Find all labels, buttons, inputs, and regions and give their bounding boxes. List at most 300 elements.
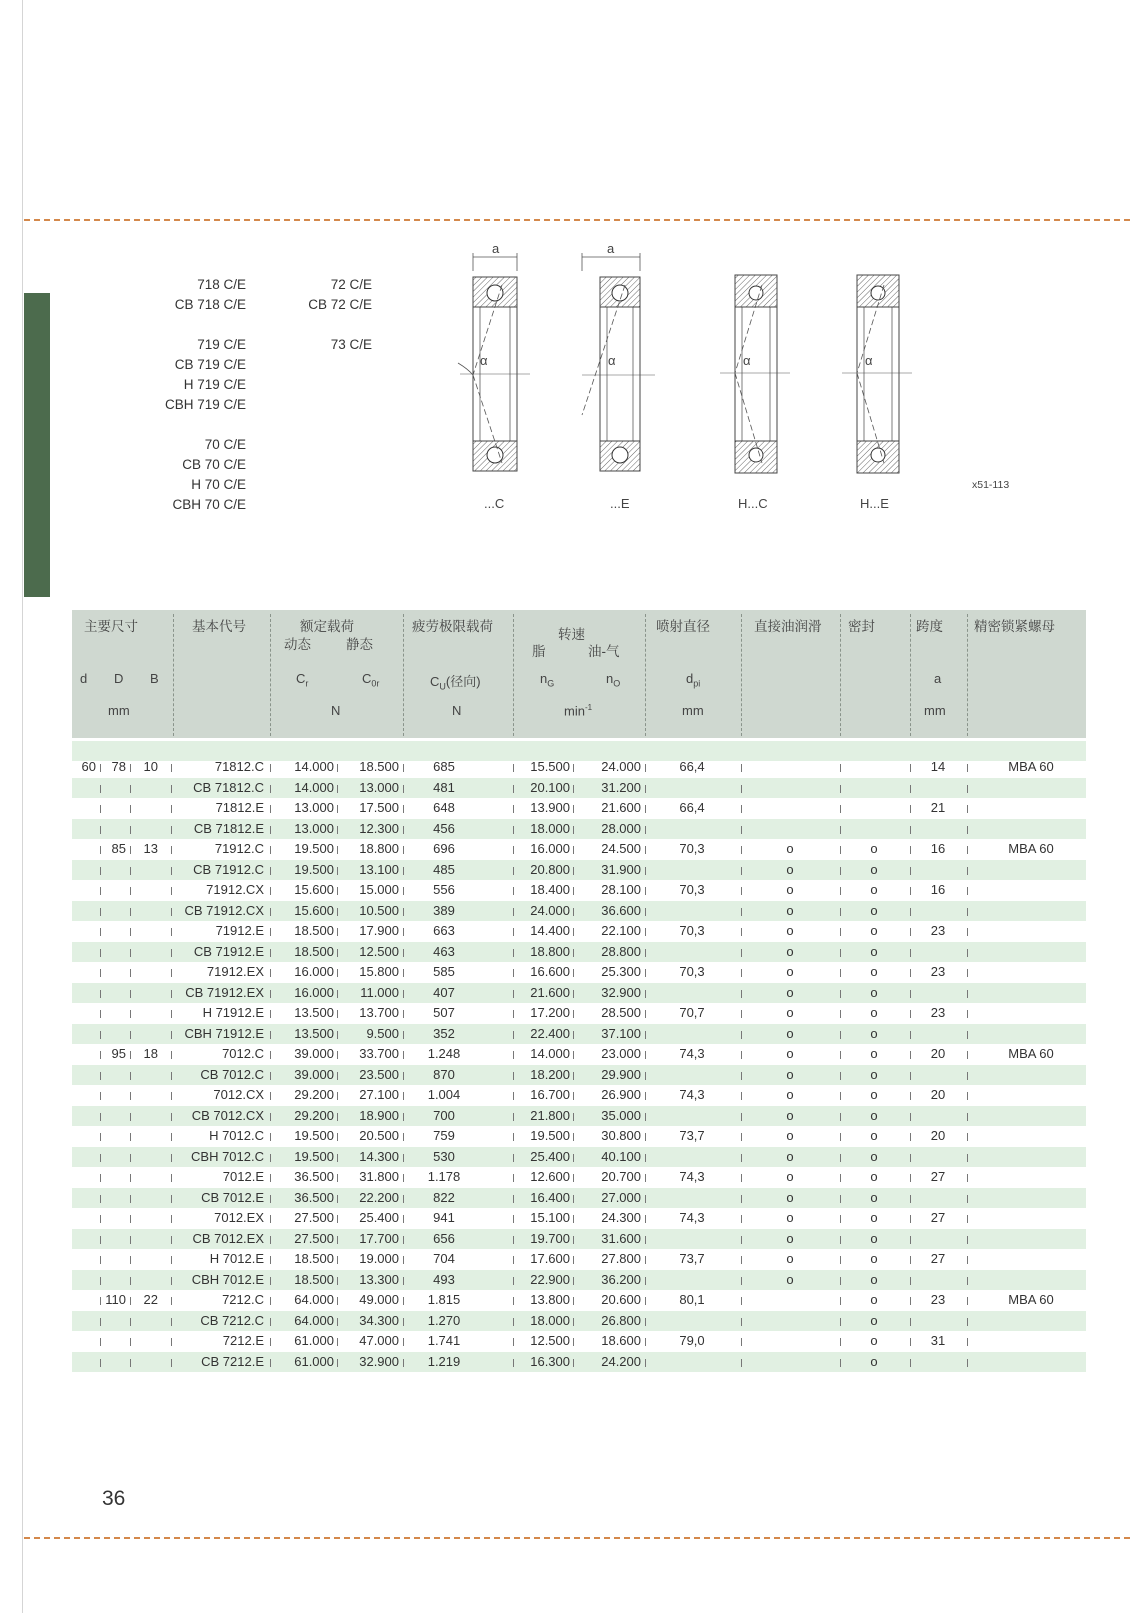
column-separator xyxy=(171,826,172,834)
cell-no: 27.000 xyxy=(601,1189,641,1205)
column-separator xyxy=(741,1318,742,1326)
series-item: CB 718 C/E xyxy=(174,297,246,312)
column-separator xyxy=(100,1113,101,1121)
column-separator xyxy=(741,1072,742,1080)
cell-seal: o xyxy=(870,1107,878,1123)
column-separator xyxy=(270,1359,271,1367)
cell-cr: 29.200 xyxy=(294,1087,334,1102)
cell-code: H 7012.E xyxy=(209,1251,264,1266)
column-separator xyxy=(573,1277,574,1285)
column-separator xyxy=(171,1277,172,1285)
series-item: CB 72 C/E xyxy=(308,297,372,312)
cell-no: 40.100 xyxy=(601,1148,641,1164)
cell-seal: o xyxy=(870,1128,878,1143)
column-separator xyxy=(645,949,646,957)
cell-c0r: 15.800 xyxy=(359,964,399,979)
cell-seal: o xyxy=(870,1025,878,1041)
column-separator xyxy=(337,1195,338,1203)
column-separator xyxy=(741,1010,742,1018)
column-separator xyxy=(270,990,271,998)
column-separator xyxy=(967,867,968,875)
header-divider xyxy=(741,614,742,736)
cell-oil: o xyxy=(786,1128,794,1143)
column-separator xyxy=(573,1215,574,1223)
column-separator xyxy=(840,1133,841,1141)
cell-cu: 1.270 xyxy=(427,1312,461,1328)
column-separator xyxy=(741,826,742,834)
column-separator xyxy=(270,1318,271,1326)
column-separator xyxy=(403,928,404,936)
cell-no: 21.600 xyxy=(601,800,641,815)
column-separator xyxy=(513,846,514,854)
column-separator xyxy=(645,1092,646,1100)
column-separator xyxy=(573,1072,574,1080)
column-separator xyxy=(130,887,131,895)
cell-ng: 19.700 xyxy=(530,1230,570,1246)
column-separator xyxy=(337,1215,338,1223)
cell-a: 20 xyxy=(930,1046,946,1061)
cell-code: CBH 71912.E xyxy=(184,1025,264,1041)
header-divider xyxy=(270,614,271,736)
cell-cu: 493 xyxy=(433,1271,455,1287)
column-separator xyxy=(171,887,172,895)
top-dashed-divider xyxy=(24,219,1130,221)
header-seal: 密封 xyxy=(848,619,875,634)
cell-cu: 389 xyxy=(433,902,455,918)
margin-line xyxy=(22,0,23,1613)
column-separator xyxy=(741,1133,742,1141)
column-separator xyxy=(573,764,574,772)
cell-ng: 25.400 xyxy=(530,1148,570,1164)
cell-cu: 656 xyxy=(433,1230,455,1246)
cell-oil: o xyxy=(786,861,794,877)
header-oil-air: 油-气 xyxy=(588,644,620,659)
column-separator xyxy=(513,969,514,977)
table-row xyxy=(72,1065,1086,1086)
cell-cu: 1.178 xyxy=(427,1169,461,1184)
cell-cr: 64.000 xyxy=(294,1292,334,1307)
column-separator xyxy=(910,826,911,834)
cell-cr: 61.000 xyxy=(294,1353,334,1369)
cell-code: 7012.CX xyxy=(213,1087,264,1102)
column-separator xyxy=(910,1010,911,1018)
dimension-a-label-1: a xyxy=(492,241,500,256)
column-separator xyxy=(100,1174,101,1182)
cell-cr: 29.200 xyxy=(294,1107,334,1123)
column-separator xyxy=(910,1277,911,1285)
cell-c0r: 47.000 xyxy=(359,1333,399,1348)
column-separator xyxy=(403,1031,404,1039)
cell-oil: o xyxy=(786,1210,794,1225)
cell-code: 7012.EX xyxy=(214,1210,264,1225)
column-separator xyxy=(741,990,742,998)
column-separator xyxy=(130,764,131,772)
cell-ng: 15.100 xyxy=(530,1210,570,1225)
cell-oil: o xyxy=(786,1025,794,1041)
cell-dpi: 66,4 xyxy=(679,800,705,815)
column-separator xyxy=(967,1051,968,1059)
column-separator xyxy=(910,805,911,813)
column-separator xyxy=(645,785,646,793)
cell-oil: o xyxy=(786,1107,794,1123)
header-span-unit: mm xyxy=(924,703,946,718)
column-separator xyxy=(337,1277,338,1285)
column-separator xyxy=(403,1154,404,1162)
series-item xyxy=(150,415,246,435)
cell-code: CBH 7012.C xyxy=(191,1148,264,1164)
series-item: CBH 719 C/E xyxy=(164,397,246,412)
column-separator xyxy=(171,1154,172,1162)
column-separator xyxy=(741,1297,742,1305)
cell-code: 7212.E xyxy=(222,1333,264,1348)
table-row xyxy=(72,1290,1086,1311)
column-separator xyxy=(171,1174,172,1182)
cell-no: 28.800 xyxy=(601,943,641,959)
column-separator xyxy=(171,1236,172,1244)
cell-seal: o xyxy=(870,1169,878,1184)
table-row xyxy=(72,983,1086,1004)
cell-ng: 20.800 xyxy=(530,861,570,877)
header-locknut: 精密锁紧螺母 xyxy=(974,619,1055,634)
column-separator xyxy=(840,1031,841,1039)
cell-a: 23 xyxy=(930,964,946,979)
column-separator xyxy=(910,1072,911,1080)
column-separator xyxy=(645,1133,646,1141)
cell-B: 13 xyxy=(143,841,158,856)
cell-ng: 16.000 xyxy=(530,841,570,856)
cell-D: 78 xyxy=(111,759,126,774)
cell-cu: 1.219 xyxy=(427,1353,461,1369)
column-separator xyxy=(513,1236,514,1244)
column-separator xyxy=(840,1215,841,1223)
cell-c0r: 17.500 xyxy=(359,800,399,815)
cell-no: 27.800 xyxy=(601,1251,641,1266)
column-separator xyxy=(100,1359,101,1367)
column-separator xyxy=(573,1174,574,1182)
cell-cr: 36.500 xyxy=(294,1189,334,1205)
cell-c0r: 32.900 xyxy=(359,1353,399,1369)
cell-code: 71912.EX xyxy=(206,964,264,979)
cell-cr: 19.500 xyxy=(294,861,334,877)
cell-code: CBH 7012.E xyxy=(191,1271,264,1287)
column-separator xyxy=(840,969,841,977)
cell-a: 16 xyxy=(930,841,946,856)
header-divider xyxy=(513,614,514,736)
column-separator xyxy=(645,1010,646,1018)
column-separator xyxy=(967,1072,968,1080)
column-separator xyxy=(270,1092,271,1100)
cell-cr: 18.500 xyxy=(294,1271,334,1287)
cell-no: 31.600 xyxy=(601,1230,641,1246)
cell-code: 71912.CX xyxy=(206,882,264,897)
cell-ng: 18.200 xyxy=(530,1066,570,1082)
column-separator xyxy=(741,908,742,916)
column-separator xyxy=(100,1277,101,1285)
column-separator xyxy=(910,1051,911,1059)
cell-d: 60 xyxy=(81,759,96,774)
column-separator xyxy=(100,846,101,854)
column-separator xyxy=(337,928,338,936)
column-separator xyxy=(840,1072,841,1080)
header-grease: 脂 xyxy=(532,644,546,659)
cell-dpi: 70,3 xyxy=(679,964,705,979)
cell-seal: o xyxy=(870,1005,878,1020)
column-separator xyxy=(967,846,968,854)
cell-cu: 822 xyxy=(433,1189,455,1205)
column-separator xyxy=(741,1195,742,1203)
column-separator xyxy=(573,1297,574,1305)
cell-oil: o xyxy=(786,1087,794,1102)
column-separator xyxy=(130,846,131,854)
cell-c0r: 34.300 xyxy=(359,1312,399,1328)
column-separator xyxy=(270,1256,271,1264)
cell-B: 10 xyxy=(143,759,158,774)
cell-c0r: 22.200 xyxy=(359,1189,399,1205)
cell-c0r: 20.500 xyxy=(359,1128,399,1143)
cell-seal: o xyxy=(870,1087,878,1102)
cell-ng: 21.600 xyxy=(530,984,570,1000)
cell-no: 35.000 xyxy=(601,1107,641,1123)
cell-code: 71812.E xyxy=(215,800,264,815)
column-separator xyxy=(100,1051,101,1059)
cell-dpi: 74,3 xyxy=(679,1046,705,1061)
column-separator xyxy=(403,1318,404,1326)
cell-no: 20.700 xyxy=(601,1169,641,1184)
cell-cr: 15.600 xyxy=(294,882,334,897)
cell-code: 7012.C xyxy=(222,1046,264,1061)
column-separator xyxy=(403,1113,404,1121)
cell-c0r: 23.500 xyxy=(359,1066,399,1082)
column-separator xyxy=(100,1092,101,1100)
cell-oil: o xyxy=(786,1046,794,1061)
cell-cu: 941 xyxy=(433,1210,455,1225)
column-separator xyxy=(100,908,101,916)
bearing-c xyxy=(458,253,530,471)
column-separator xyxy=(513,887,514,895)
column-separator xyxy=(840,1277,841,1285)
cell-seal: o xyxy=(870,861,878,877)
column-separator xyxy=(337,1297,338,1305)
cell-a: 20 xyxy=(930,1087,946,1102)
header-ng: $n_G$ xyxy=(540,671,555,689)
column-separator xyxy=(645,1297,646,1305)
column-separator xyxy=(337,1359,338,1367)
column-separator xyxy=(403,1092,404,1100)
table-row xyxy=(72,1167,1086,1188)
column-separator xyxy=(171,1133,172,1141)
column-separator xyxy=(741,969,742,977)
column-separator xyxy=(403,969,404,977)
table-row xyxy=(72,1085,1086,1106)
table-row xyxy=(72,778,1086,799)
header-dynamic: 动态 xyxy=(284,637,311,652)
cell-dpi: 74,3 xyxy=(679,1169,705,1184)
cell-code: CB 71812.E xyxy=(193,820,264,836)
column-separator xyxy=(840,1256,841,1264)
cell-seal: o xyxy=(870,1353,878,1369)
column-separator xyxy=(100,1195,101,1203)
column-separator xyxy=(513,1338,514,1346)
column-separator xyxy=(130,1318,131,1326)
cell-ng: 17.200 xyxy=(530,1005,570,1020)
cell-code: H 7012.C xyxy=(209,1128,264,1143)
column-separator xyxy=(645,826,646,834)
cell-seal: o xyxy=(870,1148,878,1164)
column-separator xyxy=(100,1154,101,1162)
column-separator xyxy=(910,1338,911,1346)
column-separator xyxy=(270,867,271,875)
cell-oil: o xyxy=(786,1169,794,1184)
cell-cu: 530 xyxy=(433,1148,455,1164)
cell-c0r: 17.700 xyxy=(359,1230,399,1246)
column-separator xyxy=(270,1277,271,1285)
column-separator xyxy=(741,846,742,854)
bearing-he xyxy=(842,275,912,473)
column-separator xyxy=(270,1195,271,1203)
cell-code: CB 7012.CX xyxy=(191,1107,264,1123)
column-separator xyxy=(741,1154,742,1162)
cell-dpi: 74,3 xyxy=(679,1210,705,1225)
cell-c0r: 12.300 xyxy=(359,820,399,836)
column-separator xyxy=(270,908,271,916)
column-separator xyxy=(573,1031,574,1039)
cell-seal: o xyxy=(870,902,878,918)
cell-D: 95 xyxy=(111,1046,126,1061)
column-separator xyxy=(270,826,271,834)
cell-D: 110 xyxy=(105,1292,126,1307)
cell-cu: 685 xyxy=(433,759,455,774)
cell-nut: MBA 60 xyxy=(1008,1046,1054,1061)
column-separator xyxy=(337,867,338,875)
cell-cr: 18.500 xyxy=(294,943,334,959)
series-item: CB 70 C/E xyxy=(182,457,246,472)
table-row xyxy=(72,901,1086,922)
column-separator xyxy=(967,1031,968,1039)
column-separator xyxy=(573,1256,574,1264)
cell-cr: 13.500 xyxy=(294,1005,334,1020)
cell-seal: o xyxy=(870,1271,878,1287)
column-separator xyxy=(573,846,574,854)
cell-seal: o xyxy=(870,943,878,959)
column-separator xyxy=(840,887,841,895)
column-separator xyxy=(967,1297,968,1305)
cell-no: 18.600 xyxy=(601,1333,641,1348)
dimension-a-label-2: a xyxy=(607,241,615,256)
table-row xyxy=(72,880,1086,901)
column-separator xyxy=(171,949,172,957)
column-separator xyxy=(967,1359,968,1367)
cell-ng: 12.600 xyxy=(530,1169,570,1184)
column-separator xyxy=(100,928,101,936)
column-separator xyxy=(910,1174,911,1182)
column-separator xyxy=(130,1338,131,1346)
column-separator xyxy=(645,764,646,772)
column-separator xyxy=(270,1297,271,1305)
header-d: d xyxy=(80,671,88,686)
column-separator xyxy=(513,1359,514,1367)
cell-cr: 16.000 xyxy=(294,964,334,979)
column-separator xyxy=(573,1133,574,1141)
column-separator xyxy=(967,764,968,772)
column-separator xyxy=(840,928,841,936)
column-separator xyxy=(513,1318,514,1326)
table-header xyxy=(72,610,1086,738)
column-separator xyxy=(645,1215,646,1223)
column-separator xyxy=(910,1092,911,1100)
column-separator xyxy=(573,1051,574,1059)
column-separator xyxy=(840,1174,841,1182)
cell-c0r: 18.500 xyxy=(359,759,399,774)
header-fatigue-unit: N xyxy=(452,703,462,718)
column-separator xyxy=(645,1051,646,1059)
cell-cr: 27.500 xyxy=(294,1230,334,1246)
cell-oil: o xyxy=(786,1066,794,1082)
column-separator xyxy=(645,1318,646,1326)
header-main-dims: 主要尺寸 xyxy=(84,619,138,634)
column-separator xyxy=(513,805,514,813)
cell-dpi: 66,4 xyxy=(679,759,705,774)
column-separator xyxy=(741,928,742,936)
column-separator xyxy=(130,1174,131,1182)
table-row xyxy=(72,1106,1086,1127)
bearing-cross-section-drawings xyxy=(440,245,1000,515)
cell-oil: o xyxy=(786,964,794,979)
cell-code: 71912.C xyxy=(214,841,264,856)
table-row xyxy=(72,819,1086,840)
table-row xyxy=(72,962,1086,983)
column-separator xyxy=(840,949,841,957)
column-separator xyxy=(403,949,404,957)
column-separator xyxy=(513,1051,514,1059)
cell-nut: MBA 60 xyxy=(1008,1292,1054,1307)
column-separator xyxy=(910,1236,911,1244)
cell-cr: 18.500 xyxy=(294,1251,334,1266)
cell-cr: 18.500 xyxy=(294,923,334,938)
cell-no: 29.900 xyxy=(601,1066,641,1082)
cell-code: CB 7012.E xyxy=(201,1189,264,1205)
cell-oil: o xyxy=(786,1148,794,1164)
cell-c0r: 18.900 xyxy=(359,1107,399,1123)
table-row xyxy=(72,1270,1086,1291)
cell-code: CB 7212.C xyxy=(200,1312,264,1328)
column-separator xyxy=(171,785,172,793)
cell-ng: 16.400 xyxy=(530,1189,570,1205)
table-row xyxy=(72,1208,1086,1229)
column-separator xyxy=(270,928,271,936)
cell-a: 16 xyxy=(930,882,946,897)
cell-cu: 407 xyxy=(433,984,455,1000)
column-separator xyxy=(130,1215,131,1223)
label-he: H...E xyxy=(860,496,889,511)
column-separator xyxy=(573,826,574,834)
column-separator xyxy=(403,1338,404,1346)
column-separator xyxy=(337,990,338,998)
cell-seal: o xyxy=(870,964,878,979)
column-separator xyxy=(645,1338,646,1346)
cell-no: 26.800 xyxy=(601,1312,641,1328)
cell-B: 22 xyxy=(143,1292,158,1307)
column-separator xyxy=(741,1338,742,1346)
column-separator xyxy=(270,1072,271,1080)
column-separator xyxy=(645,1256,646,1264)
column-separator xyxy=(337,1031,338,1039)
cell-oil: o xyxy=(786,1251,794,1266)
cell-code: CB 7212.E xyxy=(201,1353,264,1369)
column-separator xyxy=(967,1174,968,1182)
series-item xyxy=(150,315,246,335)
drawing-code: x51-113 xyxy=(972,479,1010,491)
column-separator xyxy=(741,1031,742,1039)
